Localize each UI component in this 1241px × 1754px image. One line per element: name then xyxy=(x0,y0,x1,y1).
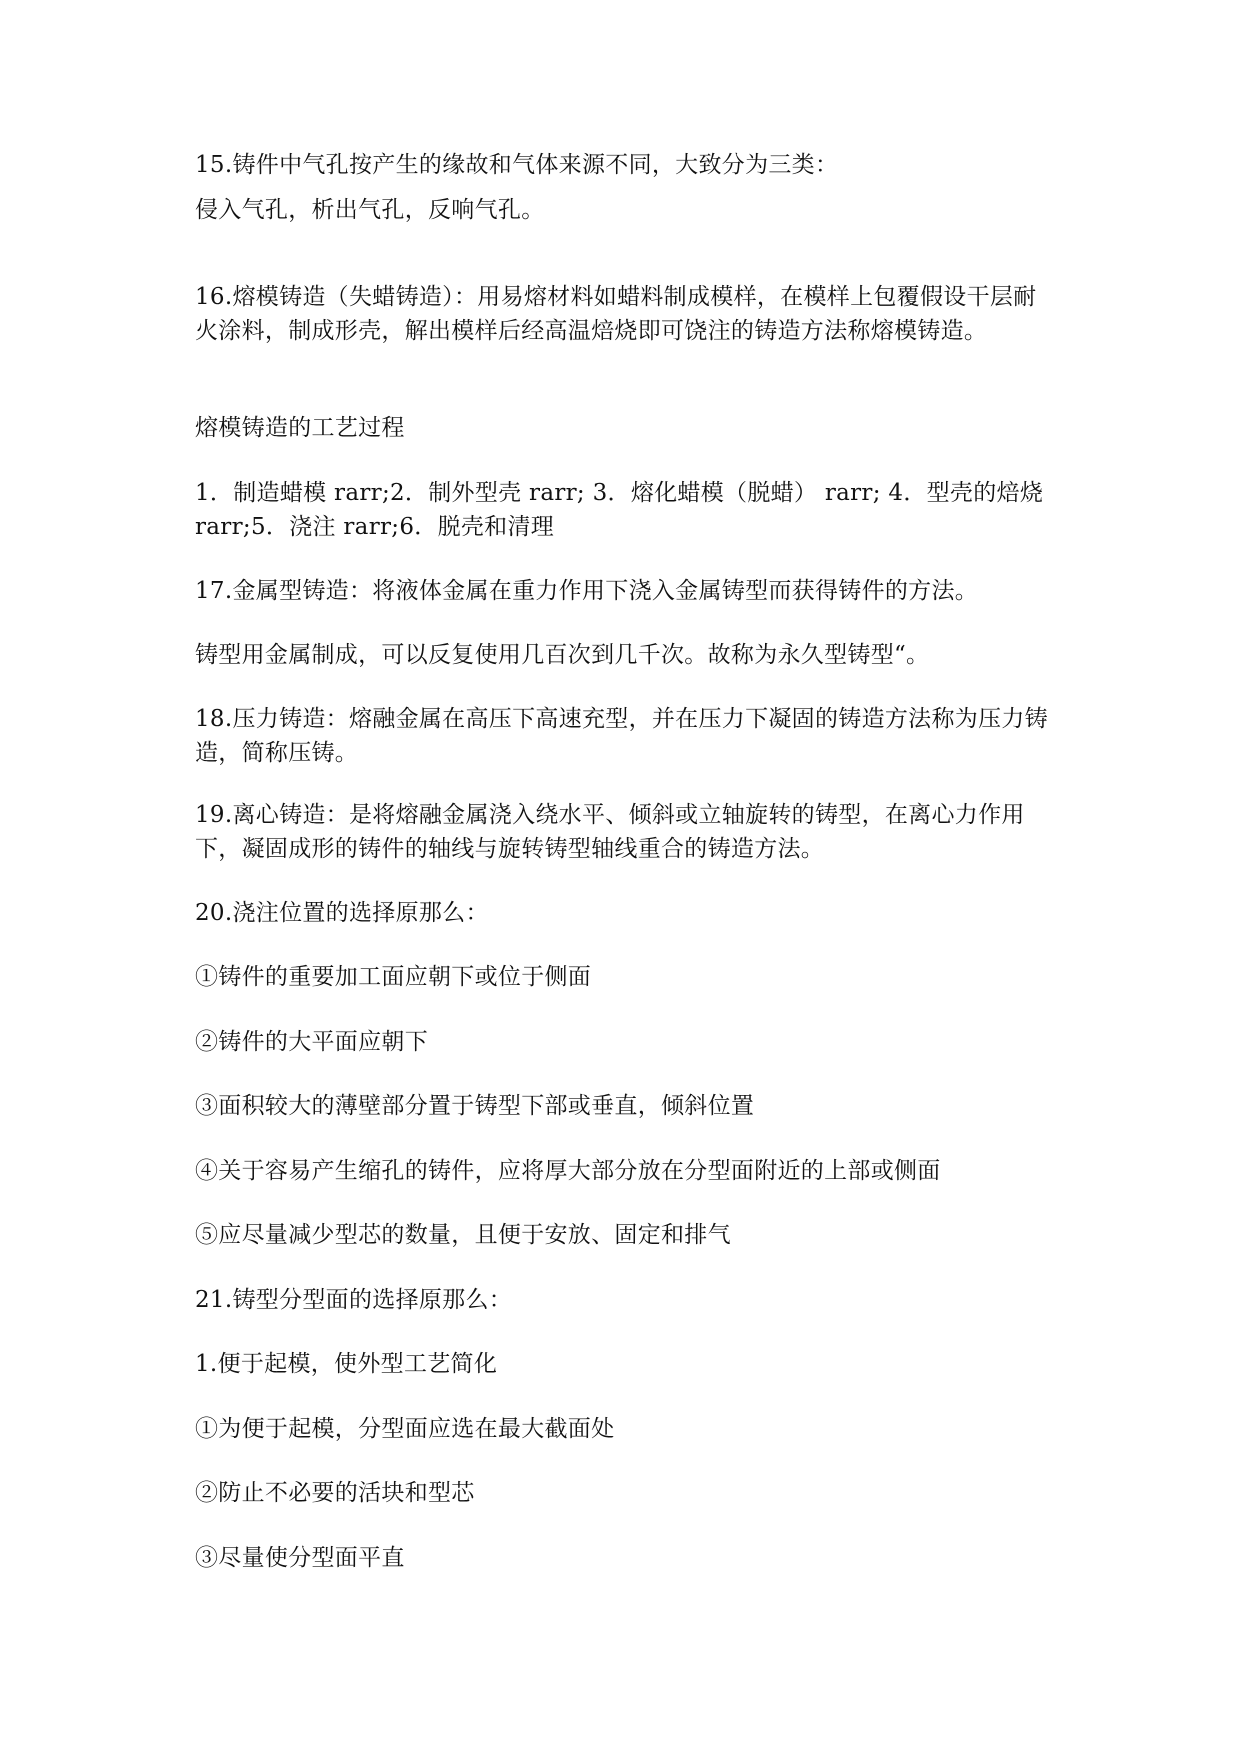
list-item-pouring-1: ①铸件的重要加工面应朝下或位于侧面 xyxy=(195,964,592,990)
paragraph-investment-process-title: 熔模铸造的工艺过程 xyxy=(195,415,405,441)
paragraph-15-pores: 15.铸件中气孔按产生的缘故和气体来源不同，大致分为三类： xyxy=(195,152,839,178)
paragraph-18-die-casting: 18.压力铸造：熔融金属在高压下高速充型，并在压力下凝固的铸造方法称为压力铸造，简称压铸。 xyxy=(195,706,1048,766)
list-item-pouring-3: ③面积较大的薄壁部分置于铸型下部或垂直，倾斜位置 xyxy=(195,1093,755,1119)
list-item-parting-3: ③尽量使分型面平直 xyxy=(195,1545,405,1571)
paragraph-pore-types: 侵入气孔，析出气孔，反响气孔。 xyxy=(195,197,545,223)
list-item-pouring-2: ②铸件的大平面应朝下 xyxy=(195,1029,428,1055)
paragraph-parting-rule-1: 1.便于起模，使外型工艺简化 xyxy=(195,1351,498,1377)
paragraph-20-pouring-position: 20.浇注位置的选择原那么： xyxy=(195,900,489,926)
list-item-pouring-4: ④关于容易产生缩孔的铸件，应将厚大部分放在分型面附近的上部或侧面 xyxy=(195,1158,941,1184)
paragraph-19-centrifugal: 19.离心铸造：是将熔融金属浇入绕水平、倾斜或立轴旋转的铸型，在离心力作用下，凝固成形的铸件的轴线与旋转铸型轴线重合的铸造方法。 xyxy=(195,802,1025,862)
paragraph-17-metal-mold: 17.金属型铸造：将液体金属在重力作用下浇入金属铸型而获得铸件的方法。 xyxy=(195,578,979,604)
list-item-parting-1: ①为便于起模，分型面应选在最大截面处 xyxy=(195,1416,615,1442)
paragraph-16-investment-casting: 16.熔模铸造（失蜡铸造）：用易熔材料如蜡料制成模样，在模样上包覆假设干层耐火涂料，制成形壳，解出模样后经高温焙烧即可饶注的铸造方法称熔模铸造。 xyxy=(195,284,1037,344)
paragraph-21-parting-surface: 21.铸型分型面的选择原那么： xyxy=(195,1287,513,1313)
list-item-pouring-5: ⑤应尽量减少型芯的数量，且便于安放、固定和排气 xyxy=(195,1222,731,1248)
paragraph-permanent-mold: 铸型用金属制成，可以反复使用几百次到几千次。故称为永久型铸型“。 xyxy=(195,642,930,668)
list-item-parting-2: ②防止不必要的活块和型芯 xyxy=(195,1480,475,1506)
paragraph-investment-process-steps: 1．制造蜡模 rarr;2．制外型壳 rarr; 3．熔化蜡模（脱蜡） rarr; 4．型壳的焙烧 rarr;5．浇注 rarr;6．脱壳和清理 xyxy=(195,480,1044,540)
